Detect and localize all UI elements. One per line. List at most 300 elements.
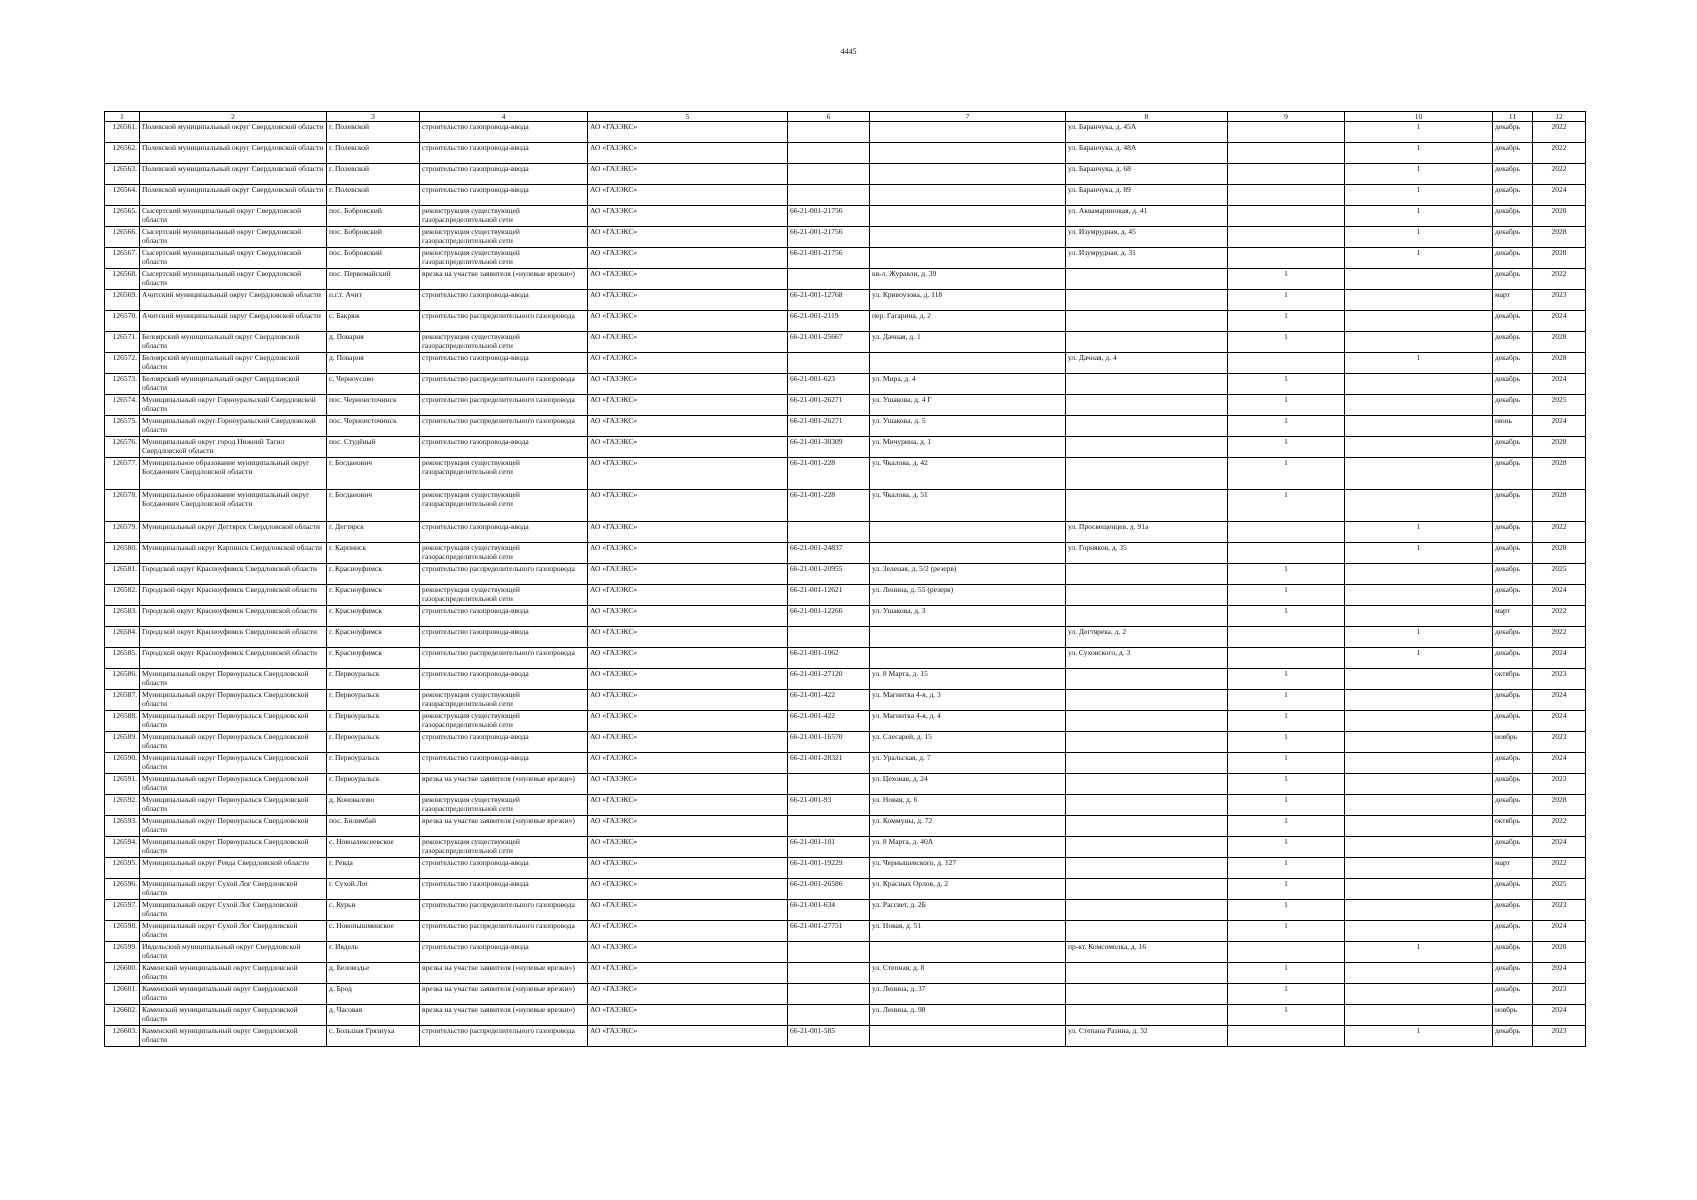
address-alt-cell: ул. Баранчука, д. 48А [1066,143,1228,164]
network-code-cell: 66-21-001-24837 [788,543,870,564]
address-alt-cell [1066,879,1228,900]
row-number-cell: 126599. [105,942,140,963]
count-cell: 1 [1228,374,1345,395]
address-cell: пер. Гагарина, д. 2 [870,311,1066,332]
locality-cell: д. Коновалово [327,795,420,816]
year-cell: 2024 [1533,1005,1586,1026]
month-cell: декабрь [1493,795,1533,816]
row-number-cell: 126574. [105,395,140,416]
address-cell: ул. Цеховая, д. 24 [870,774,1066,795]
organization-cell: АО «ГАЗЭКС» [588,290,788,311]
address-alt-cell [1066,585,1228,606]
organization-cell: АО «ГАЗЭКС» [588,921,788,942]
organization-cell: АО «ГАЗЭКС» [588,374,788,395]
count-cell: 1 [1228,816,1345,837]
organization-cell: АО «ГАЗЭКС» [588,490,788,522]
count-cell [1228,122,1345,143]
address-cell: ул. Красных Орлов, д. 2 [870,879,1066,900]
locality-cell: г. Ревда [327,858,420,879]
row-number-cell: 126578. [105,490,140,522]
count-cell: 1 [1228,332,1345,353]
count-alt-cell [1345,858,1493,879]
organization-cell: АО «ГАЗЭКС» [588,627,788,648]
month-cell: декабрь [1493,185,1533,206]
locality-cell: с. Новопышминское [327,921,420,942]
locality-cell: г. Полевской [327,164,420,185]
row-number-cell: 126593. [105,816,140,837]
year-cell: 2028 [1533,795,1586,816]
table-row [105,164,1586,185]
count-alt-cell: 1 [1345,1026,1493,1047]
address-alt-cell [1066,795,1228,816]
locality-cell: с. Курьи [327,900,420,921]
locality-cell: г. Красноуфимск [327,606,420,627]
municipality-cell: Полевской муниципальный округ Свердловской области [140,143,327,164]
year-cell: 2024 [1533,185,1586,206]
table-row [105,122,1586,143]
municipality-cell: Сысертский муниципальный округ Свердловской области [140,269,327,290]
count-alt-cell [1345,290,1493,311]
year-cell: 2028 [1533,490,1586,522]
address-alt-cell [1066,437,1228,458]
organization-cell: АО «ГАЗЭКС» [588,690,788,711]
network-code-cell [788,164,870,185]
month-cell: декабрь [1493,164,1533,185]
network-code-cell: 66-21-001-25667 [788,332,870,353]
work-type-cell: строительство газопровода-ввода [420,942,588,963]
address-cell [870,648,1066,669]
count-cell: 1 [1228,711,1345,732]
year-cell: 2023 [1533,984,1586,1005]
work-type-cell: строительство распределительного газопровода [420,921,588,942]
table-body [105,122,1586,1047]
table-row [105,227,1586,248]
locality-cell: г. Первоуральск [327,753,420,774]
count-alt-cell [1345,963,1493,984]
year-cell: 2028 [1533,332,1586,353]
month-cell: март [1493,606,1533,627]
year-cell: 2022 [1533,164,1586,185]
row-number-cell: 126563. [105,164,140,185]
table-row [105,374,1586,395]
work-type-cell: строительство газопровода-ввода [420,753,588,774]
address-alt-cell [1066,711,1228,732]
network-code-cell: 66-21-001-422 [788,690,870,711]
count-alt-cell: 1 [1345,248,1493,269]
network-code-cell: 66-21-001-21756 [788,248,870,269]
year-cell: 2022 [1533,269,1586,290]
network-code-cell: 66-21-001-28321 [788,753,870,774]
municipality-cell: Полевской муниципальный округ Свердловской области [140,164,327,185]
row-number-cell: 126568. [105,269,140,290]
table-row [105,206,1586,227]
table-row [105,900,1586,921]
work-type-cell: реконструкция существующей газораспределительной сети [420,585,588,606]
organization-cell: АО «ГАЗЭКС» [588,458,788,490]
count-alt-cell: 1 [1345,648,1493,669]
month-cell: декабрь [1493,490,1533,522]
table-row [105,1005,1586,1026]
address-alt-cell [1066,816,1228,837]
count-alt-cell [1345,1005,1493,1026]
address-alt-cell: ул. Суховского, д. 3 [1066,648,1228,669]
year-cell: 2023 [1533,290,1586,311]
work-type-cell: реконструкция существующей газораспределительной сети [420,837,588,858]
year-cell: 2025 [1533,564,1586,585]
count-alt-cell [1345,606,1493,627]
locality-cell: г. Первоуральск [327,732,420,753]
work-type-cell: строительство распределительного газопровода [420,311,588,332]
municipality-cell: Ивдельский муниципальный округ Свердловской области [140,942,327,963]
locality-cell: г. Богданович [327,490,420,522]
row-number-cell: 126576. [105,437,140,458]
month-cell: декабрь [1493,1026,1533,1047]
municipality-cell: Муниципальный округ Первоуральск Свердловской области [140,753,327,774]
locality-cell: г. Ивдель [327,942,420,963]
table-row [105,522,1586,543]
work-type-cell: строительство газопровода-ввода [420,122,588,143]
address-alt-cell [1066,269,1228,290]
locality-cell: г. Красноуфимск [327,564,420,585]
work-type-cell: реконструкция существующей газораспределительной сети [420,795,588,816]
municipality-cell: Муниципальный округ Первоуральск Свердловской области [140,669,327,690]
municipality-cell: Белоярский муниципальный округ Свердловской области [140,332,327,353]
row-number-cell: 126583. [105,606,140,627]
organization-cell: АО «ГАЗЭКС» [588,206,788,227]
locality-cell: пос. Бобровский [327,248,420,269]
address-cell [870,248,1066,269]
work-type-cell: строительство распределительного газопровода [420,374,588,395]
organization-cell: АО «ГАЗЭКС» [588,353,788,374]
address-cell: ул. Чернышевского, д. 127 [870,858,1066,879]
row-number-cell: 126575. [105,416,140,437]
month-cell: декабрь [1493,900,1533,921]
row-number-cell: 126580. [105,543,140,564]
network-code-cell [788,984,870,1005]
municipality-cell: Муниципальный округ Дегтярск Свердловской области [140,522,327,543]
address-cell: ул. Рассвет, д. 2Б [870,900,1066,921]
network-code-cell: 66-21-001-228 [788,458,870,490]
month-cell: декабрь [1493,122,1533,143]
network-code-cell: 66-21-001-1062 [788,648,870,669]
row-number-cell: 126587. [105,690,140,711]
row-number-cell: 126573. [105,374,140,395]
column-header: 12 [1533,112,1586,122]
count-alt-cell: 1 [1345,353,1493,374]
address-alt-cell [1066,374,1228,395]
count-alt-cell: 1 [1345,227,1493,248]
column-header: 7 [870,112,1066,122]
month-cell: декабрь [1493,437,1533,458]
count-cell: 1 [1228,963,1345,984]
network-code-cell [788,963,870,984]
network-code-cell: 66-21-001-30309 [788,437,870,458]
network-code-cell: 66-21-001-623 [788,374,870,395]
work-type-cell: строительство газопровода-ввода [420,290,588,311]
municipality-cell: Ачитский муниципальный округ Свердловской области [140,311,327,332]
municipality-cell: Городской округ Красноуфимск Свердловской области [140,585,327,606]
municipality-cell: Городской округ Красноуфимск Свердловской области [140,606,327,627]
organization-cell: АО «ГАЗЭКС» [588,669,788,690]
year-cell: 2024 [1533,311,1586,332]
organization-cell: АО «ГАЗЭКС» [588,437,788,458]
month-cell: октябрь [1493,669,1533,690]
organization-cell: АО «ГАЗЭКС» [588,774,788,795]
table-row [105,543,1586,564]
address-alt-cell: ул. Просвещенцев, д. 91а [1066,522,1228,543]
month-cell: декабрь [1493,311,1533,332]
count-alt-cell [1345,332,1493,353]
address-cell: ул. Ушакова, д. 3 [870,606,1066,627]
month-cell: декабрь [1493,458,1533,490]
year-cell: 2028 [1533,437,1586,458]
locality-cell: с. Большая Грязнуха [327,1026,420,1047]
address-alt-cell [1066,858,1228,879]
month-cell: декабрь [1493,690,1533,711]
month-cell: декабрь [1493,522,1533,543]
count-alt-cell [1345,374,1493,395]
organization-cell: АО «ГАЗЭКС» [588,879,788,900]
table-row [105,416,1586,437]
month-cell: декабрь [1493,395,1533,416]
count-alt-cell: 1 [1345,627,1493,648]
municipality-cell: Муниципальный округ Горноуральский Свердловской области [140,395,327,416]
organization-cell: АО «ГАЗЭКС» [588,648,788,669]
municipality-cell: Каменский муниципальный округ Свердловской области [140,984,327,1005]
address-cell [870,543,1066,564]
month-cell: декабрь [1493,227,1533,248]
row-number-cell: 126588. [105,711,140,732]
address-cell [870,522,1066,543]
count-cell [1228,522,1345,543]
locality-cell: г. Сухой Лог [327,879,420,900]
month-cell: декабрь [1493,564,1533,585]
address-cell: ул. Магнитка 4-я, д. 3 [870,690,1066,711]
count-cell: 1 [1228,1005,1345,1026]
network-code-cell [788,627,870,648]
count-cell: 1 [1228,690,1345,711]
count-cell: 1 [1228,753,1345,774]
address-cell [870,627,1066,648]
municipality-cell: Муниципальный округ Первоуральск Свердловской области [140,774,327,795]
network-code-cell: 66-21-001-16570 [788,732,870,753]
address-cell: ул. Ленина, д. 55 (резерв) [870,585,1066,606]
month-cell: декабрь [1493,942,1533,963]
address-alt-cell [1066,984,1228,1005]
organization-cell: АО «ГАЗЭКС» [588,900,788,921]
table-row [105,774,1586,795]
year-cell: 2022 [1533,858,1586,879]
count-cell: 1 [1228,774,1345,795]
address-alt-cell [1066,490,1228,522]
locality-cell: г. Карпинск [327,543,420,564]
table-row [105,585,1586,606]
network-code-cell [788,522,870,543]
network-code-cell: 66-21-001-26586 [788,879,870,900]
work-type-cell: строительство газопровода-ввода [420,522,588,543]
address-cell [870,143,1066,164]
work-type-cell: врезка на участке заявителя («нулевые врезки») [420,984,588,1005]
count-alt-cell [1345,395,1493,416]
municipality-cell: Муниципальный округ Горноуральский Свердловской области [140,416,327,437]
locality-cell: пос. Бобровский [327,206,420,227]
network-code-cell: 66-21-001-20955 [788,564,870,585]
organization-cell: АО «ГАЗЭКС» [588,816,788,837]
locality-cell: г. Полевской [327,185,420,206]
work-type-cell: реконструкция существующей газораспределительной сети [420,332,588,353]
table-row [105,963,1586,984]
work-type-cell: строительство газопровода-ввода [420,353,588,374]
count-alt-cell: 1 [1345,164,1493,185]
organization-cell: АО «ГАЗЭКС» [588,942,788,963]
organization-cell: АО «ГАЗЭКС» [588,564,788,585]
count-cell: 1 [1228,837,1345,858]
count-alt-cell: 1 [1345,185,1493,206]
row-number-cell: 126569. [105,290,140,311]
work-type-cell: реконструкция существующей газораспределительной сети [420,227,588,248]
year-cell: 2023 [1533,900,1586,921]
municipality-cell: Муниципальный округ Первоуральск Свердловской области [140,732,327,753]
year-cell: 2028 [1533,353,1586,374]
organization-cell: АО «ГАЗЭКС» [588,837,788,858]
count-cell: 1 [1228,606,1345,627]
count-alt-cell [1345,458,1493,490]
address-cell [870,122,1066,143]
locality-cell: г. Полевской [327,122,420,143]
count-cell: 1 [1228,858,1345,879]
locality-cell: с. Бакряж [327,311,420,332]
year-cell: 2024 [1533,921,1586,942]
month-cell: декабрь [1493,627,1533,648]
count-cell: 1 [1228,879,1345,900]
address-cell: ул. 8 Марта, д. 15 [870,669,1066,690]
network-code-cell [788,816,870,837]
year-cell: 2023 [1533,774,1586,795]
table-row [105,311,1586,332]
address-cell [870,353,1066,374]
row-number-cell: 126591. [105,774,140,795]
locality-cell: г. Красноуфимск [327,627,420,648]
table-row [105,732,1586,753]
count-alt-cell [1345,984,1493,1005]
address-cell [870,942,1066,963]
work-type-cell: строительство газопровода-ввода [420,879,588,900]
work-type-cell: реконструкция существующей газораспределительной сети [420,543,588,564]
year-cell: 2028 [1533,543,1586,564]
locality-cell: пос. Первомайский [327,269,420,290]
work-type-cell: реконструкция существующей газораспределительной сети [420,711,588,732]
organization-cell: АО «ГАЗЭКС» [588,795,788,816]
network-code-cell: 66-21-001-19229 [788,858,870,879]
month-cell: декабрь [1493,143,1533,164]
year-cell: 2025 [1533,879,1586,900]
address-alt-cell: ул. Баранчука, д. 68 [1066,164,1228,185]
count-cell: 1 [1228,269,1345,290]
locality-cell: пос. Билимбай [327,816,420,837]
count-cell [1228,227,1345,248]
address-alt-cell [1066,416,1228,437]
work-type-cell: врезка на участке заявителя («нулевые врезки») [420,1005,588,1026]
year-cell: 2022 [1533,122,1586,143]
row-number-cell: 126561. [105,122,140,143]
address-alt-cell [1066,900,1228,921]
count-cell [1228,185,1345,206]
header-row [105,112,1586,122]
count-cell [1228,942,1345,963]
year-cell: 2024 [1533,416,1586,437]
row-number-cell: 126592. [105,795,140,816]
month-cell: декабрь [1493,711,1533,732]
count-alt-cell [1345,669,1493,690]
network-code-cell [788,1005,870,1026]
address-cell [870,1026,1066,1047]
work-type-cell: строительство газопровода-ввода [420,858,588,879]
municipality-cell: Сысертский муниципальный округ Свердловской области [140,248,327,269]
count-alt-cell: 1 [1345,522,1493,543]
municipality-cell: Муниципальный округ Ревда Свердловской области [140,858,327,879]
municipality-cell: Белоярский муниципальный округ Свердловской области [140,353,327,374]
count-alt-cell: 1 [1345,543,1493,564]
municipality-cell: Муниципальный округ Первоуральск Свердловской области [140,690,327,711]
address-cell: ул. Дачная, д. 1 [870,332,1066,353]
organization-cell: АО «ГАЗЭКС» [588,143,788,164]
address-alt-cell [1066,753,1228,774]
address-alt-cell [1066,669,1228,690]
address-alt-cell [1066,395,1228,416]
table-row [105,795,1586,816]
count-cell [1228,543,1345,564]
row-number-cell: 126600. [105,963,140,984]
month-cell: декабрь [1493,269,1533,290]
month-cell: ноябрь [1493,732,1533,753]
month-cell: декабрь [1493,374,1533,395]
locality-cell: д. Поварня [327,332,420,353]
address-alt-cell: ул. Баранчука, д. 89 [1066,185,1228,206]
month-cell: декабрь [1493,879,1533,900]
count-cell: 1 [1228,490,1345,522]
locality-cell: д. Брод [327,984,420,1005]
table-row [105,984,1586,1005]
address-cell: ул. Уральская, д. 7 [870,753,1066,774]
address-cell: ул. Чкалова, д. 51 [870,490,1066,522]
address-alt-cell: ул. Степана Разина, д. 32 [1066,1026,1228,1047]
locality-cell: г. Первоуральск [327,690,420,711]
address-alt-cell: ул. Аквамариновая, д. 41 [1066,206,1228,227]
row-number-cell: 126572. [105,353,140,374]
row-number-cell: 126567. [105,248,140,269]
year-cell: 2025 [1533,395,1586,416]
column-header: 3 [327,112,420,122]
address-cell: ул. 8 Марта, д. 40А [870,837,1066,858]
month-cell: декабрь [1493,774,1533,795]
organization-cell: АО «ГАЗЭКС» [588,585,788,606]
month-cell: декабрь [1493,248,1533,269]
month-cell: декабрь [1493,648,1533,669]
address-cell: ул. Ушакова, д. 4 Г [870,395,1066,416]
count-alt-cell: 1 [1345,206,1493,227]
month-cell: декабрь [1493,753,1533,774]
network-code-cell: 66-21-001-228 [788,490,870,522]
year-cell: 2024 [1533,648,1586,669]
month-cell: июнь [1493,416,1533,437]
count-cell: 1 [1228,437,1345,458]
network-code-cell [788,122,870,143]
column-header: 2 [140,112,327,122]
month-cell: декабрь [1493,353,1533,374]
row-number-cell: 126601. [105,984,140,1005]
work-type-cell: строительство газопровода-ввода [420,185,588,206]
network-code-cell: 66-21-001-26271 [788,416,870,437]
